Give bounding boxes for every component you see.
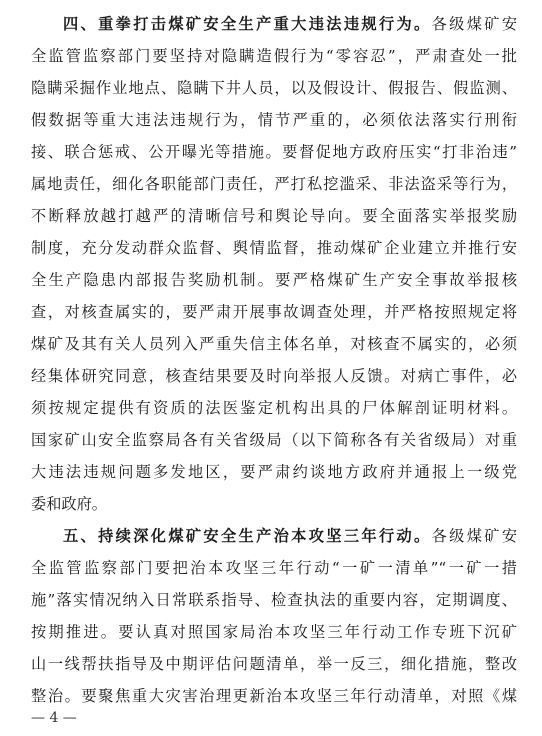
paragraph-line: 施”落实情况纳入日常联系指导、检查执法的重要内容，定期调度、: [31, 591, 517, 609]
paragraph-line: 大违法违规问题多发地区，要严肃约谈地方政府并通报上一级党: [31, 463, 517, 481]
paragraph-line: 国家矿山安全监察局各有关省级局（以下简称各有关省级局）对重: [31, 431, 517, 449]
paragraph-line: 不断释放越打越严的清晰信号和舆论导向。要全面落实举报奖励: [31, 207, 517, 225]
paragraph-line: 查，对核查属实的，要严肃开展事故调查处理，并严格按照规定将: [31, 303, 517, 321]
paragraph-text: 各级煤矿安: [431, 15, 517, 33]
paragraph-line: 按期推进。要认真对照国家局治本攻坚三年行动工作专班下沉矿: [31, 623, 517, 641]
paragraph-line: 制度，充分发动群众监督、舆情监督，推动煤矿企业建立并推行安: [31, 239, 517, 257]
section-five-heading: 五、持续深化煤矿安全生产治本攻坚三年行动。: [63, 527, 432, 545]
section-four-first-line: [31, 8, 517, 40]
paragraph-line: 全监管监察部门要把治本攻坚三年行动“一矿一清单”“一矿一措: [31, 559, 517, 577]
paragraph-line: 接、联合惩戒、公开曝光等措施。要督促地方政府压实“打非治违”: [31, 143, 517, 161]
paragraph-line: 山一线帮扶指导及中期评估问题清单，举一反三，细化措施，整改: [31, 655, 517, 673]
section-five-first-line: [31, 520, 517, 552]
paragraph-line: 隐瞒采掘作业地点、隐瞒下井人员，以及假设计、假报告、假监测、: [31, 79, 517, 97]
paragraph-line: 煤矿及其有关人员列入严重失信主体名单，对核查不属实的，必须: [31, 335, 517, 353]
paragraph-line: 假数据等重大违法违规行为，情节严重的，必须依法落实行刑衔: [31, 111, 517, 129]
section-four-heading: 四、重拳打击煤矿安全生产重大违法违规行为。: [63, 15, 432, 33]
paragraph-line: 属地责任，细化各职能部门责任，严打私挖滥采、非法盗采等行为，: [31, 175, 517, 193]
page-number: — 4 —: [31, 710, 77, 726]
paragraph-text: 各级煤矿安: [431, 527, 517, 545]
paragraph-line: 经集体研究同意，核查结果要及时向举报人反馈。对病亡事件，必: [31, 367, 517, 385]
paragraph-line: 全生产隐患内部报告奖励机制。要严格煤矿生产安全事故举报核: [31, 271, 517, 289]
paragraph-line-last: 委和政府。: [31, 495, 107, 513]
paragraph-line: 全监管监察部门要坚持对隐瞒造假行为“零容忍”，严肃查处一批: [31, 47, 517, 65]
paragraph-line: 须按规定提供有资质的法医鉴定机构出具的尸体解剖证明材料。: [31, 399, 517, 417]
paragraph-line: 整治。要聚焦重大灾害治理更新治本攻坚三年行动清单，对照《煤: [31, 687, 517, 705]
